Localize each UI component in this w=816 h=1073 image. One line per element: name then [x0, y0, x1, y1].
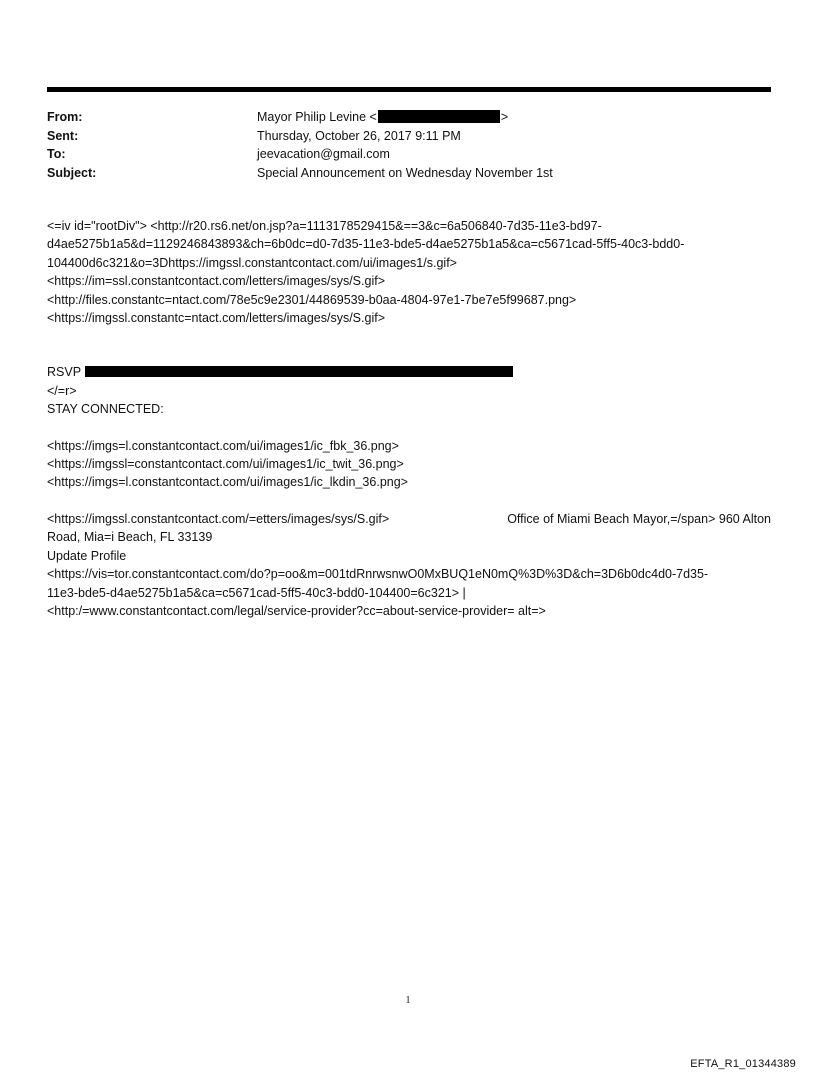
header-rule	[47, 87, 771, 92]
document-id: EFTA_R1_01344389	[690, 1058, 796, 1070]
subject-value: Special Announcement on Wednesday November 1st	[257, 165, 553, 180]
update-profile-label: Update Profile	[47, 548, 127, 563]
subject-row	[47, 164, 771, 183]
body-line: <https://vis=tor.constantcontact.com/do?p=oo&m=001tdRnrwsnwO0MxBUQ1eN0mQ%3D%3D&ch=3D6b0dc4d0-7d35-	[47, 567, 709, 582]
from-row	[47, 108, 771, 127]
redaction-bar	[378, 110, 500, 123]
body-line: </=r>	[47, 383, 77, 398]
body-line: 104400d6c321&o=3Dhttps://imgssl.constantcontact.com/ui/images1/s.gif>	[47, 255, 457, 270]
from-bracket-close: >	[500, 110, 509, 124]
sent-row	[47, 127, 771, 146]
rsvp-label: RSVP	[47, 365, 82, 380]
from-value	[257, 108, 771, 127]
from-name: Mayor Philip Levine <	[257, 110, 377, 124]
body-line: Road, Mia=i Beach, FL 33139	[47, 530, 213, 545]
to-label: To:	[47, 147, 66, 161]
office-line	[47, 510, 771, 528]
office-address: Office of Miami Beach Mayor,=/span> 960 Alton	[507, 511, 771, 526]
stay-connected-heading: STAY CONNECTED:	[47, 402, 164, 417]
rsvp-line	[47, 363, 771, 381]
link-block-1	[47, 217, 771, 327]
body-line: <=iv id="rootDiv"> <http://r20.rs6.net/on.jsp?a=1113178529415&==3&c=6a506840-7d35-11e3-bd97-	[47, 219, 602, 233]
body-line: <https://imgssl.constantc=ntact.com/letters/images/sys/S.gif>	[47, 311, 385, 326]
to-value: jeevacation@gmail.com	[257, 147, 390, 161]
page-number: 1	[405, 995, 411, 1006]
body-line: <http://files.constantc=ntact.com/78e5c9e2301/44869539-b0aa-4804-97e1-7be7e5f99687.png>	[47, 292, 577, 307]
body-line: 11e3-bde5-d4ae5275b1a5&ca=c5671cad-5ff5-40c3-bdd0-104400=6c321> |	[47, 585, 466, 600]
linkedin-link: <https://imgs=l.constantcontact.com/ui/images1/ic_lkdin_36.png>	[47, 475, 408, 490]
social-links	[47, 437, 771, 492]
to-row	[47, 145, 771, 164]
email-body	[47, 217, 771, 620]
sent-label: Sent:	[47, 128, 79, 143]
subject-label: Subject:	[47, 165, 97, 180]
office-link: <https://imgssl.constantcontact.com/=etters/images/sys/S.gif>	[47, 511, 390, 526]
from-label: From:	[47, 110, 83, 124]
facebook-link: <https://imgs=l.constantcontact.com/ui/images1/ic_fbk_36.png>	[47, 438, 399, 453]
redaction-bar	[85, 366, 513, 377]
sent-value: Thursday, October 26, 2017 9:11 PM	[257, 128, 461, 143]
body-line: <https://im=ssl.constantcontact.com/letters/images/sys/S.gif>	[47, 274, 385, 289]
twitter-link: <https://imgssl=constantcontact.com/ui/images1/ic_twit_36.png>	[47, 457, 404, 472]
body-line: d4ae5275b1a5&d=1129246843893&ch=6b0dc=d0-7d35-11e3-bde5-d4ae5275b1a5&ca=c5671cad-5ff5-40c3-bdd0-	[47, 237, 685, 252]
body-line: <http:/=www.constantcontact.com/legal/service-provider?cc=about-service-provider= alt=>	[47, 603, 546, 618]
email-header	[47, 108, 771, 182]
